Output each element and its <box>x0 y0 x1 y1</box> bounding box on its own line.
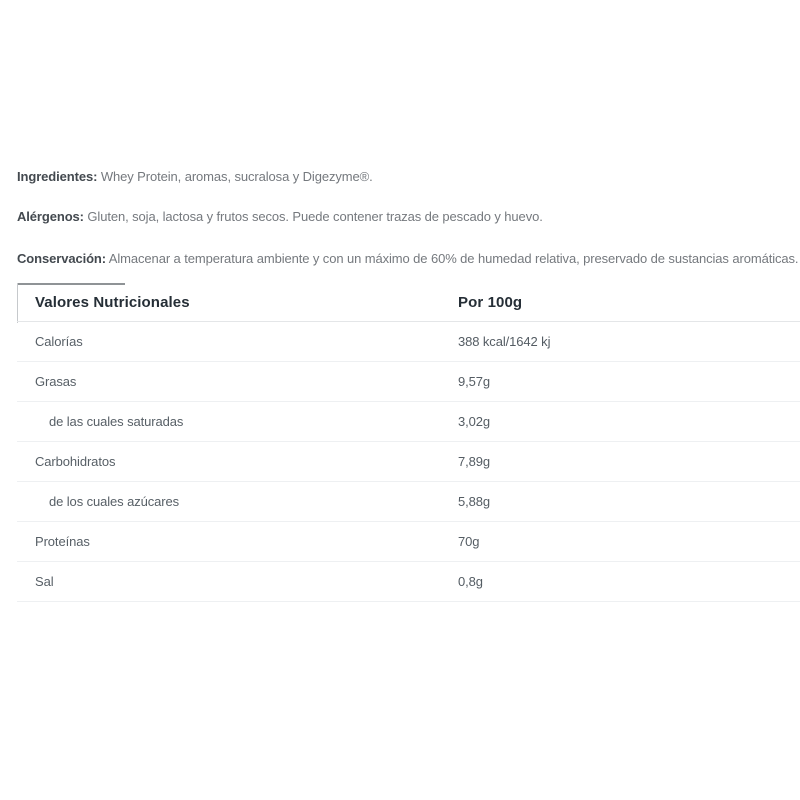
row-label: de las cuales saturadas <box>49 414 184 429</box>
table-header <box>17 283 800 322</box>
row-value: 388 kcal/1642 kj <box>458 334 551 349</box>
row-label: Calorías <box>35 334 83 349</box>
table-row <box>17 522 800 562</box>
ingredients-label: Ingredientes: <box>17 169 98 184</box>
storage-paragraph <box>17 250 799 268</box>
row-label: Proteínas <box>35 534 90 549</box>
nutrition-table <box>17 283 800 602</box>
row-label: Carbohidratos <box>35 454 116 469</box>
table-row <box>17 362 800 402</box>
allergens-paragraph <box>17 208 780 226</box>
row-value: 7,89g <box>458 454 491 469</box>
storage-label: Conservación: <box>17 251 107 266</box>
table-row <box>17 322 800 362</box>
table-row <box>17 402 800 442</box>
table-row <box>17 442 800 482</box>
table-header-title: Valores Nutricionales <box>35 293 190 311</box>
row-value: 70g <box>458 534 480 549</box>
table-header-per100g: Por 100g <box>458 293 523 311</box>
table-row <box>17 562 800 602</box>
allergens-label: Alérgenos: <box>17 209 84 224</box>
table-row <box>17 482 800 522</box>
row-value: 5,88g <box>458 494 491 509</box>
row-label: Sal <box>35 574 54 589</box>
row-value: 3,02g <box>458 414 491 429</box>
row-value: 0,8g <box>458 574 483 589</box>
storage-text: Almacenar a temperatura ambiente y con un máximo de 60% de humedad relativa, preservado de sustancias aromáticas. <box>106 251 799 266</box>
allergens-text: Gluten, soja, lactosa y frutos secos. Puede contener trazas de pescado y huevo. <box>83 209 543 224</box>
row-label: de los cuales azúcares <box>49 494 180 509</box>
row-value: 9,57g <box>458 374 491 389</box>
ingredients-text: Whey Protein, aromas, sucralosa y Digezyme®. <box>97 169 373 184</box>
row-label: Grasas <box>35 374 77 389</box>
ingredients-paragraph <box>17 168 780 186</box>
nutrition-rows <box>17 322 800 602</box>
